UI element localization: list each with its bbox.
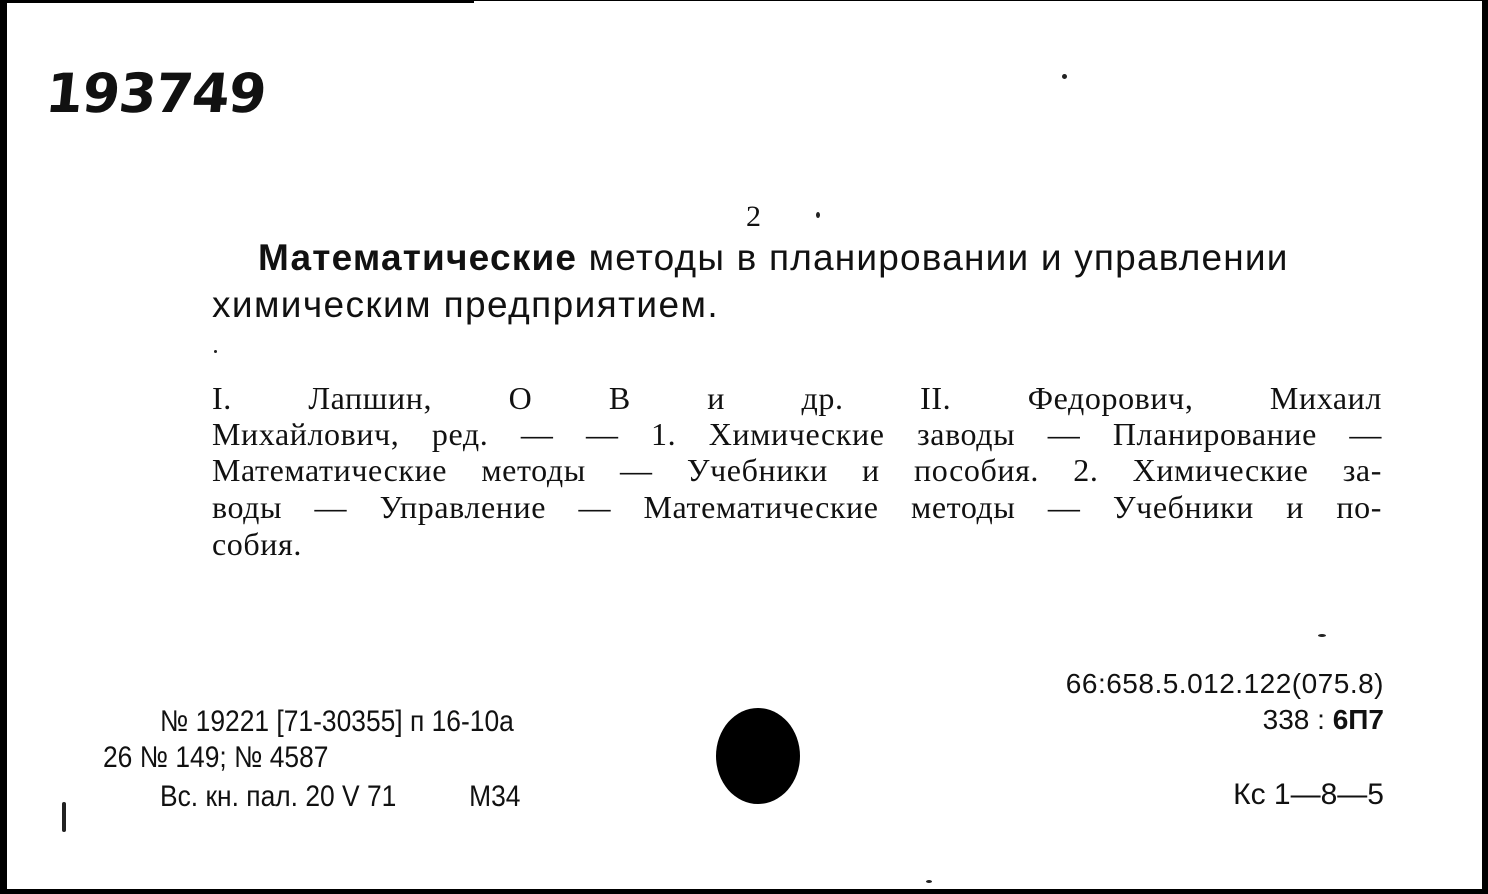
scan-frame-bottom xyxy=(0,889,1488,894)
scan-speck xyxy=(816,212,820,218)
scan-frame-top-thin xyxy=(474,0,1488,1)
title-line-1-rest: методы в планировании и управлении xyxy=(588,237,1289,278)
scan-frame-right xyxy=(1482,0,1488,894)
scan-speck xyxy=(926,880,932,883)
handwritten-inventory-number: 193749 xyxy=(42,62,269,125)
body-line-5: собия. xyxy=(212,526,302,562)
footer-line-3-left: Вс. кн. пал. 20 V 71 xyxy=(160,780,397,813)
author-name: I. Лапшин, О xyxy=(212,380,533,416)
footer-line-3-right: М34 xyxy=(469,780,521,813)
bbk-prefix: 338 : xyxy=(1262,704,1333,735)
footer-line-1: № 19221 [71-30355] п 16-10а xyxy=(160,705,514,738)
title-line-1 xyxy=(258,237,1289,279)
scan-speck xyxy=(62,802,66,832)
udc-code: 66:658.5.012.122(075.8) xyxy=(1065,668,1384,699)
bbk-bold: 6П7 xyxy=(1332,704,1384,735)
author-initial: В xyxy=(608,380,631,416)
page-number: 2 xyxy=(746,200,761,233)
footer-line-3 xyxy=(160,780,520,814)
body-line-4: воды — Управление — Математические методы — Учебники и по- xyxy=(212,489,1382,525)
scan-frame-left xyxy=(0,0,7,894)
title-line-2: химическим предприятием. xyxy=(212,284,719,325)
body-line-3: Математические методы — Учебники и пособия. 2. Химические за- xyxy=(212,452,1382,488)
punch-hole xyxy=(716,708,800,804)
scan-speck xyxy=(214,350,217,353)
footer-line-2: 26 № 149; № 4587 xyxy=(103,741,329,774)
bbk-code xyxy=(1263,704,1384,736)
coauthors: и др. II. Федорович, Михаил xyxy=(707,380,1382,416)
body-line-2: Михайлович, ред. — — 1. Химические заводы — Планирование — xyxy=(212,416,1382,452)
scan-speck xyxy=(1318,634,1326,637)
scan-speck xyxy=(1062,74,1067,79)
title-bold-word: Математические xyxy=(258,237,578,278)
card-code: Кс 1—8—5 xyxy=(1233,778,1384,811)
scan-frame-top xyxy=(0,0,474,3)
body-line-1 xyxy=(212,380,1382,416)
